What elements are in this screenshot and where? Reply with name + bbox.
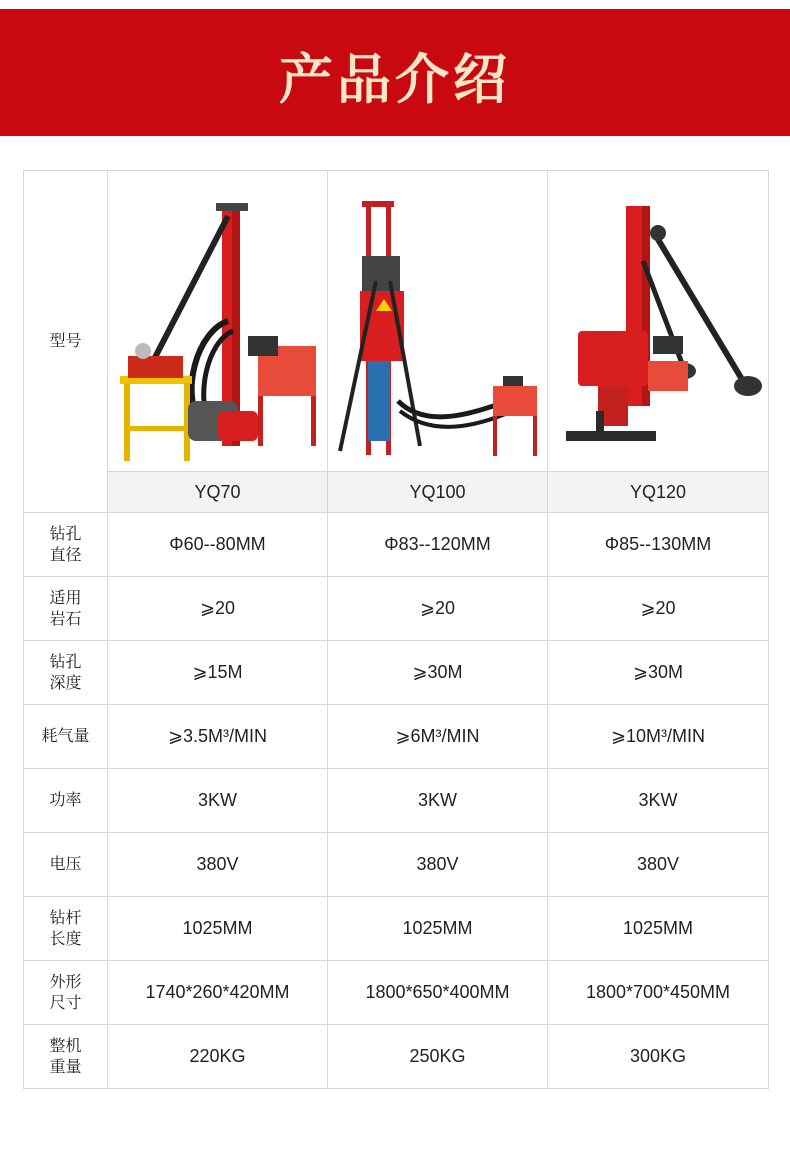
value-cell: 1740*260*420MM	[108, 961, 328, 1025]
product-image-yq70	[108, 171, 328, 472]
value-cell: ⩾20	[548, 577, 769, 641]
image-row	[24, 171, 769, 472]
row-label: 钻杆 长度	[24, 897, 108, 961]
row-drill-depth	[24, 641, 769, 705]
value-cell: Φ60--80MM	[108, 513, 328, 577]
row-power	[24, 769, 769, 833]
value-cell: ⩾3.5M³/MIN	[108, 705, 328, 769]
value-cell: ⩾20	[328, 577, 548, 641]
yq70-drill-rig-image	[108, 171, 326, 471]
model-name-yq100: YQ100	[328, 472, 548, 513]
row-label: 外形 尺寸	[24, 961, 108, 1025]
row-weight	[24, 1025, 769, 1089]
value-cell: 1800*650*400MM	[328, 961, 548, 1025]
row-label: 功率	[24, 769, 108, 833]
row-rock-hardness	[24, 577, 769, 641]
spec-table	[23, 170, 769, 1089]
value-cell: 1800*700*450MM	[548, 961, 769, 1025]
row-label: 适用 岩石	[24, 577, 108, 641]
value-cell: 1025MM	[548, 897, 769, 961]
value-cell: ⩾15M	[108, 641, 328, 705]
row-label: 耗气量	[24, 705, 108, 769]
value-cell: 220KG	[108, 1025, 328, 1089]
model-name-yq70: YQ70	[108, 472, 328, 513]
value-cell: ⩾30M	[328, 641, 548, 705]
model-name-row	[24, 472, 769, 513]
value-cell: 250KG	[328, 1025, 548, 1089]
yq100-drill-rig-image	[328, 171, 546, 471]
model-label: 型号	[24, 171, 108, 513]
value-cell: 3KW	[108, 769, 328, 833]
row-label: 整机 重量	[24, 1025, 108, 1089]
value-cell: 300KG	[548, 1025, 769, 1089]
row-air-consumption	[24, 705, 769, 769]
value-cell: ⩾6M³/MIN	[328, 705, 548, 769]
value-cell: 380V	[548, 833, 769, 897]
value-cell: ⩾10M³/MIN	[548, 705, 769, 769]
page-title: 产品介绍	[279, 48, 511, 111]
value-cell: 1025MM	[108, 897, 328, 961]
value-cell: 1025MM	[328, 897, 548, 961]
header-banner	[0, 9, 790, 136]
row-voltage	[24, 833, 769, 897]
value-cell: ⩾30M	[548, 641, 769, 705]
model-name-yq120: YQ120	[548, 472, 769, 513]
product-image-yq120	[548, 171, 769, 472]
value-cell: 380V	[328, 833, 548, 897]
product-image-yq100	[328, 171, 548, 472]
value-cell: Φ85--130MM	[548, 513, 769, 577]
value-cell: ⩾20	[108, 577, 328, 641]
row-drill-diameter	[24, 513, 769, 577]
value-cell: 380V	[108, 833, 328, 897]
row-label: 钻孔 直径	[24, 513, 108, 577]
yq120-drill-rig-image	[548, 171, 766, 471]
value-cell: 3KW	[548, 769, 769, 833]
row-rod-length	[24, 897, 769, 961]
row-label: 电压	[24, 833, 108, 897]
value-cell: 3KW	[328, 769, 548, 833]
row-dimensions	[24, 961, 769, 1025]
row-label: 钻孔 深度	[24, 641, 108, 705]
value-cell: Φ83--120MM	[328, 513, 548, 577]
